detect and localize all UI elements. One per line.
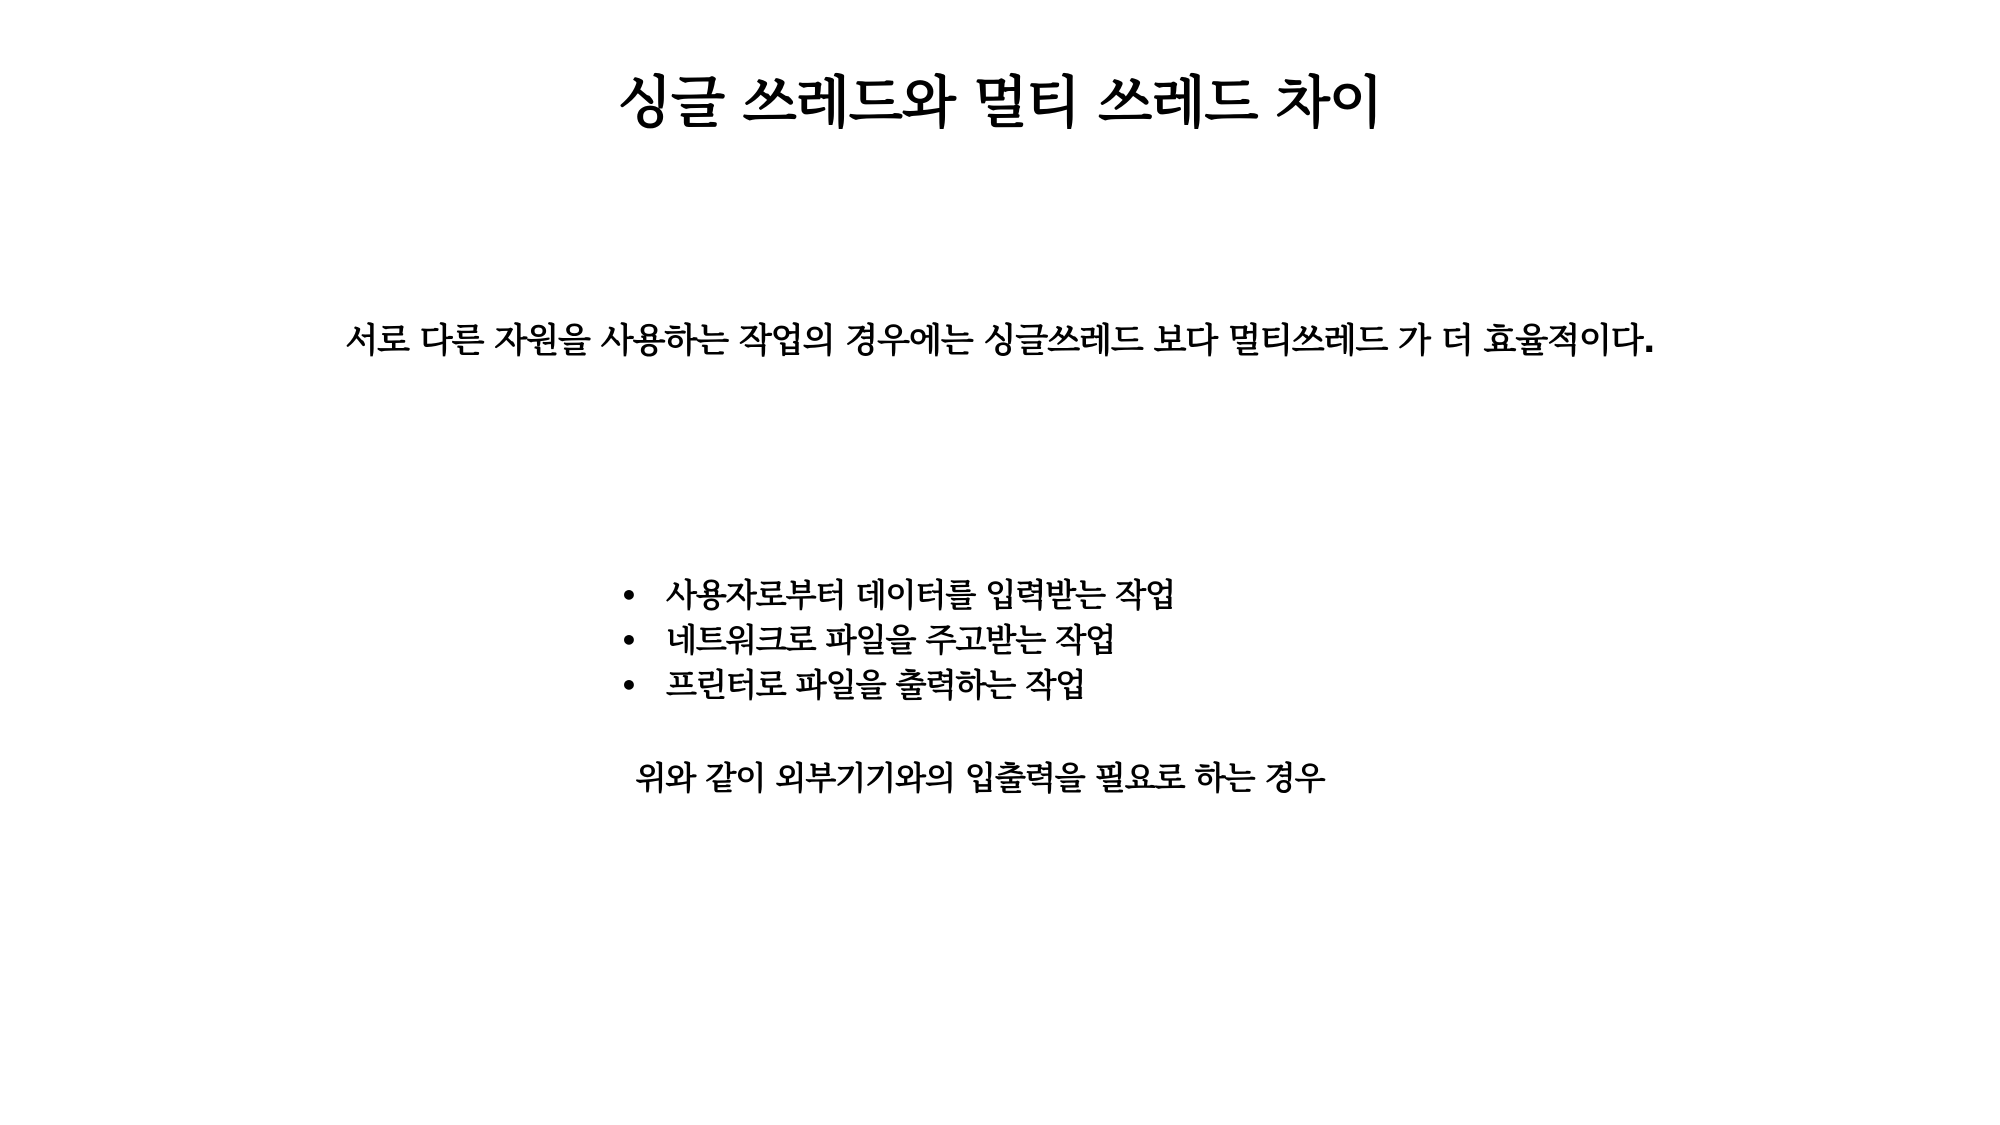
bullet-icon: • bbox=[620, 669, 637, 702]
list-item bbox=[620, 663, 1175, 708]
list-item-text: 네트워크로 파일을 주고받는 작업 bbox=[666, 621, 1116, 659]
main-statement: 서로 다른 자원을 사용하는 작업의 경우에는 싱글쓰레드 보다 멀티쓰레드 가 더 효율적이다. bbox=[345, 321, 1655, 361]
conclusion-text: 위와 같이 외부기기와의 입출력을 필요로 하는 경우 bbox=[635, 759, 1325, 797]
slide-title: 싱글 쓰레드와 멀티 쓰레드 차이 bbox=[617, 71, 1383, 136]
list-item-text: 프린터로 파일을 출력하는 작업 bbox=[666, 666, 1086, 704]
example-task-list bbox=[620, 573, 1175, 708]
list-item bbox=[620, 573, 1175, 618]
list-item-text: 사용자로부터 데이터를 입력받는 작업 bbox=[666, 576, 1176, 614]
bullet-icon: • bbox=[620, 579, 637, 612]
list-item bbox=[620, 618, 1175, 663]
bullet-icon: • bbox=[620, 624, 637, 657]
